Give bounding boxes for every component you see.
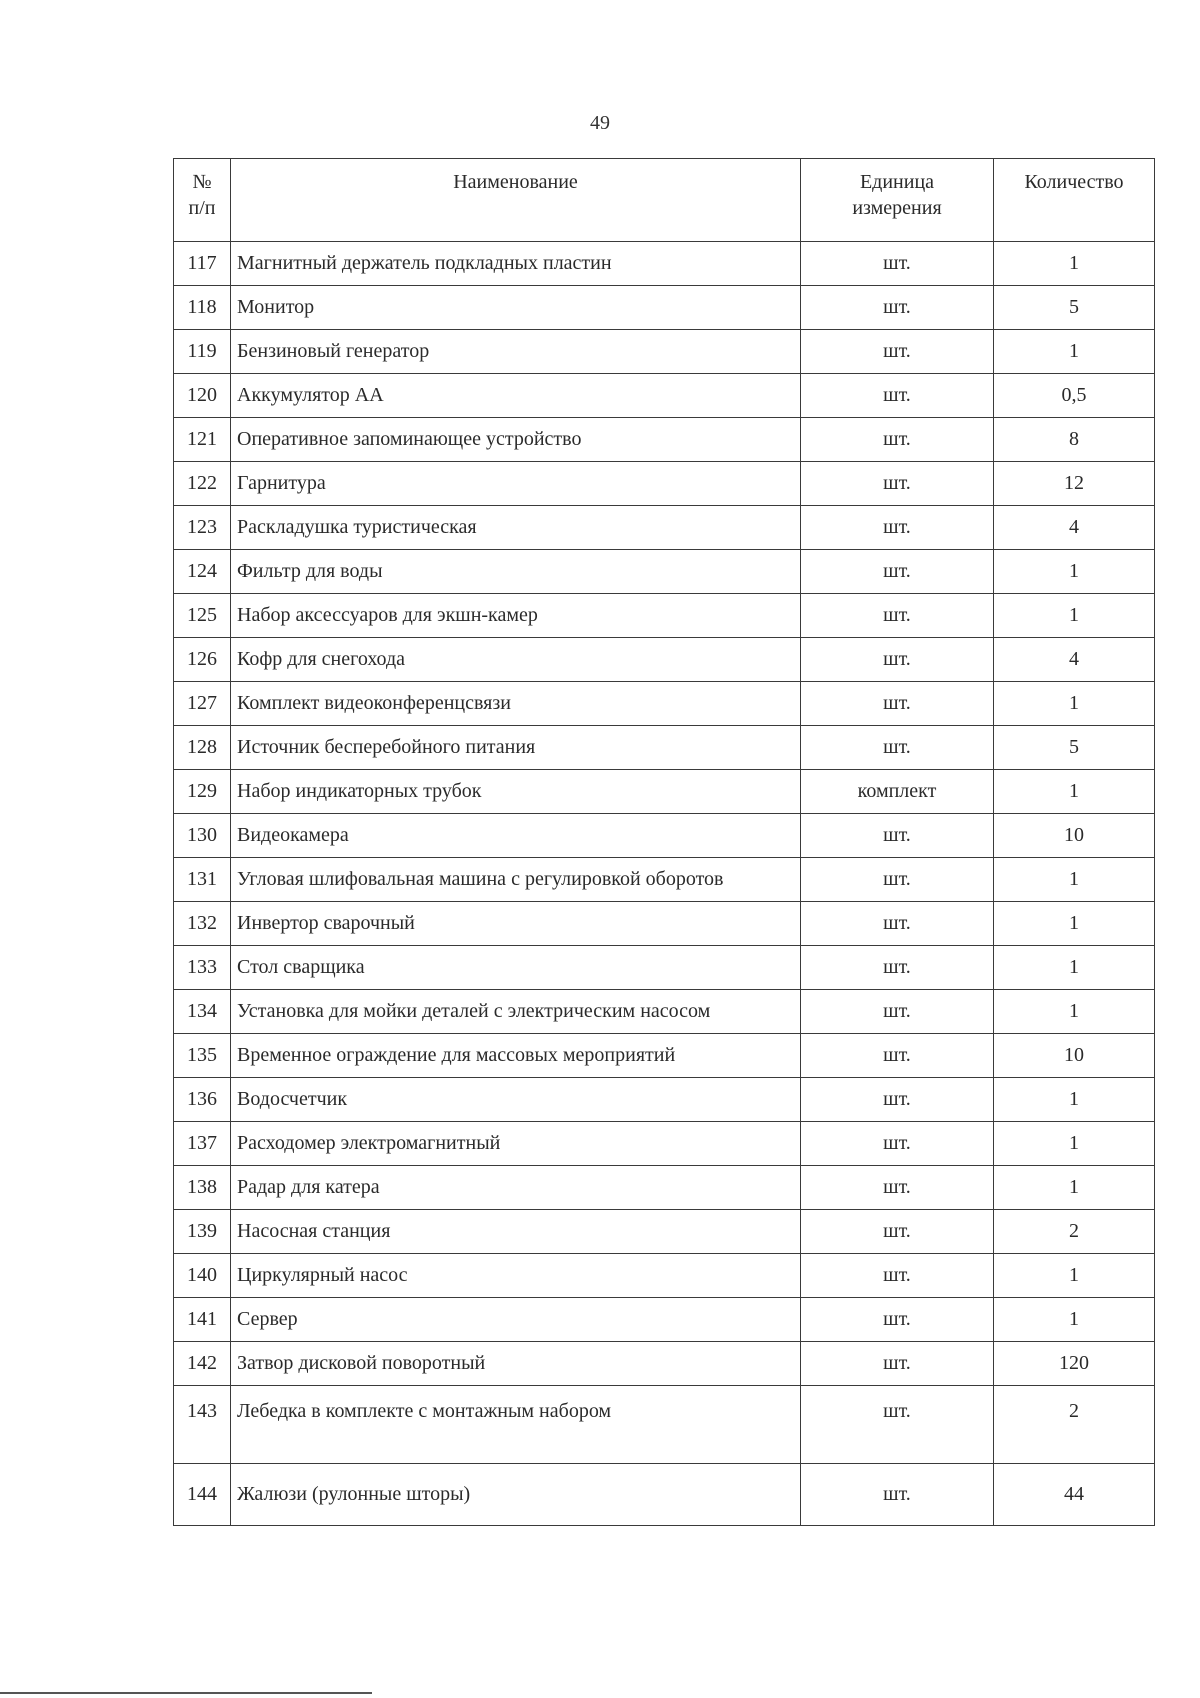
row-number: 144 (174, 1464, 231, 1526)
table-row (174, 462, 1155, 506)
table-body (174, 242, 1155, 1526)
row-name: Временное ограждение для массовых мероприятий (231, 1034, 801, 1078)
row-unit: шт. (801, 1078, 994, 1122)
row-quantity: 1 (994, 1078, 1155, 1122)
row-name: Насосная станция (231, 1210, 801, 1254)
table-row (174, 550, 1155, 594)
row-quantity: 4 (994, 506, 1155, 550)
row-unit: шт. (801, 506, 994, 550)
table-row (174, 990, 1155, 1034)
row-unit: комплект (801, 770, 994, 814)
page-number: 49 (590, 112, 610, 134)
row-unit: шт. (801, 814, 994, 858)
row-unit: шт. (801, 1298, 994, 1342)
row-name: Кофр для снегохода (231, 638, 801, 682)
row-name: Установка для мойки деталей с электрическим насосом (231, 990, 801, 1034)
row-name: Монитор (231, 286, 801, 330)
row-name: Водосчетчик (231, 1078, 801, 1122)
row-quantity: 10 (994, 814, 1155, 858)
row-quantity: 1 (994, 330, 1155, 374)
row-unit: шт. (801, 990, 994, 1034)
row-number: 120 (174, 374, 231, 418)
row-quantity: 120 (994, 1342, 1155, 1386)
row-unit: шт. (801, 1034, 994, 1078)
table-row (174, 418, 1155, 462)
row-name: Затвор дисковой поворотный (231, 1342, 801, 1386)
row-unit: шт. (801, 1254, 994, 1298)
table-row (174, 1166, 1155, 1210)
row-unit: шт. (801, 638, 994, 682)
row-quantity: 1 (994, 1122, 1155, 1166)
row-unit: шт. (801, 1386, 994, 1464)
row-number: 137 (174, 1122, 231, 1166)
row-unit: шт. (801, 1342, 994, 1386)
row-quantity: 44 (994, 1464, 1155, 1526)
row-number: 140 (174, 1254, 231, 1298)
row-number: 124 (174, 550, 231, 594)
table-row (174, 682, 1155, 726)
row-name: Источник бесперебойного питания (231, 726, 801, 770)
row-quantity: 1 (994, 858, 1155, 902)
row-unit: шт. (801, 1166, 994, 1210)
table-row (174, 594, 1155, 638)
row-number: 118 (174, 286, 231, 330)
row-unit: шт. (801, 1122, 994, 1166)
row-unit: шт. (801, 286, 994, 330)
header-unit-line2: измерения (852, 197, 942, 219)
row-number: 142 (174, 1342, 231, 1386)
table-row (174, 1122, 1155, 1166)
row-unit: шт. (801, 550, 994, 594)
header-num (174, 159, 231, 242)
row-name: Комплект видеоконференцсвязи (231, 682, 801, 726)
row-quantity: 5 (994, 286, 1155, 330)
row-name: Фильтр для воды (231, 550, 801, 594)
row-name: Набор аксессуаров для экшн-камер (231, 594, 801, 638)
row-name: Циркулярный насос (231, 1254, 801, 1298)
row-name: Лебедка в комплекте с монтажным набором (231, 1386, 801, 1464)
row-unit: шт. (801, 418, 994, 462)
row-name: Радар для катера (231, 1166, 801, 1210)
header-num-line2: п/п (188, 197, 216, 219)
row-unit: шт. (801, 858, 994, 902)
table-row (174, 858, 1155, 902)
table-row (174, 286, 1155, 330)
header-name: Наименование (231, 159, 801, 242)
row-quantity: 4 (994, 638, 1155, 682)
header-unit-line1: Единица (859, 171, 935, 193)
row-quantity: 1 (994, 990, 1155, 1034)
row-name: Гарнитура (231, 462, 801, 506)
row-quantity: 1 (994, 902, 1155, 946)
table-row (174, 1342, 1155, 1386)
table-row (174, 1464, 1155, 1526)
row-name: Угловая шлифовальная машина с регулировкой оборотов (231, 858, 801, 902)
row-quantity: 1 (994, 594, 1155, 638)
table-row (174, 1298, 1155, 1342)
header-num-line1: № (192, 171, 212, 193)
row-number: 123 (174, 506, 231, 550)
row-number: 135 (174, 1034, 231, 1078)
row-quantity: 2 (994, 1386, 1155, 1464)
row-name: Бензиновый генератор (231, 330, 801, 374)
row-number: 141 (174, 1298, 231, 1342)
row-number: 121 (174, 418, 231, 462)
row-quantity: 1 (994, 550, 1155, 594)
row-name: Сервер (231, 1298, 801, 1342)
row-number: 119 (174, 330, 231, 374)
table-header (174, 159, 1155, 242)
row-number: 127 (174, 682, 231, 726)
table-row (174, 1386, 1155, 1464)
row-unit: шт. (801, 682, 994, 726)
row-unit: шт. (801, 462, 994, 506)
row-quantity: 12 (994, 462, 1155, 506)
row-number: 132 (174, 902, 231, 946)
row-name: Аккумулятор АА (231, 374, 801, 418)
row-number: 143 (174, 1386, 231, 1464)
header-unit (801, 159, 994, 242)
table-row (174, 946, 1155, 990)
row-quantity: 1 (994, 682, 1155, 726)
row-name: Набор индикаторных трубок (231, 770, 801, 814)
table-row (174, 374, 1155, 418)
row-quantity: 2 (994, 1210, 1155, 1254)
row-quantity: 10 (994, 1034, 1155, 1078)
row-number: 134 (174, 990, 231, 1034)
row-quantity: 1 (994, 1298, 1155, 1342)
row-unit: шт. (801, 902, 994, 946)
table-row (174, 770, 1155, 814)
table-row (174, 506, 1155, 550)
row-quantity: 1 (994, 1166, 1155, 1210)
header-qty: Количество (994, 159, 1155, 242)
row-quantity: 1 (994, 770, 1155, 814)
row-name: Расходомер электромагнитный (231, 1122, 801, 1166)
row-quantity: 5 (994, 726, 1155, 770)
row-number: 117 (174, 242, 231, 286)
row-quantity: 1 (994, 946, 1155, 990)
table-row (174, 1210, 1155, 1254)
row-name: Стол сварщика (231, 946, 801, 990)
row-name: Раскладушка туристическая (231, 506, 801, 550)
row-name: Жалюзи (рулонные шторы) (231, 1464, 801, 1526)
row-unit: шт. (801, 594, 994, 638)
table-row (174, 1254, 1155, 1298)
table-row (174, 330, 1155, 374)
equipment-table-container (173, 158, 1155, 1526)
table-row (174, 726, 1155, 770)
table-row (174, 902, 1155, 946)
row-unit: шт. (801, 1210, 994, 1254)
row-quantity: 0,5 (994, 374, 1155, 418)
table-row (174, 814, 1155, 858)
row-number: 138 (174, 1166, 231, 1210)
row-name: Оперативное запоминающее устройство (231, 418, 801, 462)
row-unit: шт. (801, 1464, 994, 1526)
row-number: 133 (174, 946, 231, 990)
row-number: 131 (174, 858, 231, 902)
row-quantity: 1 (994, 242, 1155, 286)
header-row (174, 159, 1155, 242)
row-number: 136 (174, 1078, 231, 1122)
row-number: 125 (174, 594, 231, 638)
table-row (174, 1034, 1155, 1078)
row-number: 128 (174, 726, 231, 770)
table-row (174, 638, 1155, 682)
table-row (174, 242, 1155, 286)
row-number: 129 (174, 770, 231, 814)
row-quantity: 1 (994, 1254, 1155, 1298)
row-unit: шт. (801, 242, 994, 286)
row-number: 126 (174, 638, 231, 682)
row-number: 122 (174, 462, 231, 506)
row-name: Магнитный держатель подкладных пластин (231, 242, 801, 286)
footer-divider (0, 1692, 372, 1694)
row-unit: шт. (801, 374, 994, 418)
row-name: Видеокамера (231, 814, 801, 858)
table-row (174, 1078, 1155, 1122)
row-unit: шт. (801, 946, 994, 990)
row-number: 130 (174, 814, 231, 858)
row-name: Инвертор сварочный (231, 902, 801, 946)
row-number: 139 (174, 1210, 231, 1254)
row-quantity: 8 (994, 418, 1155, 462)
row-unit: шт. (801, 330, 994, 374)
equipment-table (173, 158, 1155, 1526)
row-unit: шт. (801, 726, 994, 770)
